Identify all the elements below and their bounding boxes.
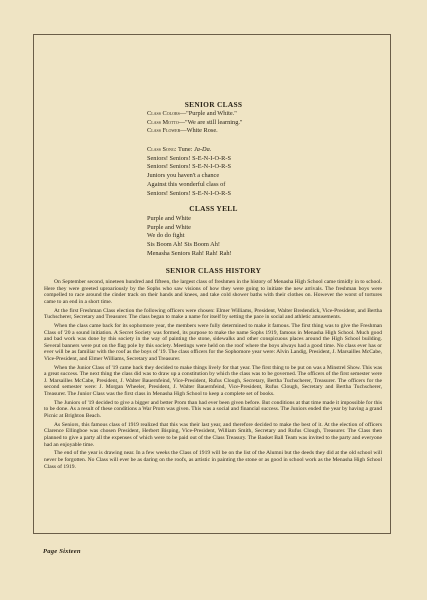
senior-class-heading: SENIOR CLASS bbox=[184, 100, 243, 109]
yell-line: Sis Boom Ah! Sis Boom Ah! bbox=[147, 241, 220, 249]
class-flower: Class Flower—White Rose. bbox=[147, 127, 218, 135]
history-body bbox=[44, 279, 382, 472]
class-motto: Class Motto—"We are still learning." bbox=[147, 118, 243, 126]
history-paragraph: When the class came back for its sophomore year, the members were fully determined to make it famous. The first thing was to give the Freshman Class of '20 a sound initiation. A Secret Society was formed, its purpose to make the name Sophs 1919, famous in Menasha High School. Much good and bad work was done by this society in the way of painting the stone, sidewalks and other conspicuous places around the High School building. Several banners were put on the flag pole by this society. Meetings were held on the roof where the boys always had a good time. No class ever has or ever will be as familiar with the roof as the boys of '19. The class officers for the Sophomore year were: Alvin Landig, President, J. Marsailles McCabe, Vice-President, and Elmer Williams, Secretary and Treasurer. bbox=[44, 322, 382, 362]
history-heading: SENIOR CLASS HISTORY bbox=[165, 266, 262, 275]
class-colors: Class Colors—"Purple and White." bbox=[147, 110, 237, 117]
song-line: Seniors! Seniors! S-E-N-I-O-R-S bbox=[147, 154, 231, 162]
history-paragraph: When the Junior Class of '19 came back they decided to make things lively for that year. The first thing to be put on was a Minstrel Show. This was a great success. The next thing the class did was to draw up a constitution by which the class was to be governed. The officers of the first semester were J. Marsailles McCabe, President, J. Walter Bauernfeind, Vice-President, Rufus Clough, Secretary, Bertha Tuchscherer, Treasurer. The officers for the second semester were: J. Morgan Wheeler, President, J. Walter Bauernfeind, Vice-President, Rufus Clough, Secretary and Bertha Tuchscherer, Treasurer. The Junior Class was the first class in Menasha High School to keep a complete set of books. bbox=[44, 364, 382, 398]
song-line: Seniors! Seniors! S-E-N-I-O-R-S bbox=[147, 189, 231, 197]
yell-line: We do do fight bbox=[147, 232, 185, 240]
yell-line: Purple and White bbox=[147, 215, 191, 222]
history-paragraph: As Seniors, this famous class of 1919 realized that this was their last year, and therefore decided to make the best of it. At the election of officers Clarence Ellingboe was chosen President, Herbert Bisping, Vice-President, William Smith, Secretary and Rufus Clough, Treasurer. The Class then planned to give a party all the expenses of which were to be paid out of the Class Treasury. The Basket Ball Team was invited to the party and everyone had an enjoyable time. bbox=[44, 421, 382, 448]
history-paragraph: The Juniors of '19 decided to give a bigger and better Prom than had ever been given before. But conditions at that time made it impossible for this to be done. As a result of these conditions a War Prom was given. This was a social and financial success. The Juniors ended the year by having a grand Picnic at Brighton Beach. bbox=[44, 399, 382, 420]
class-info bbox=[147, 110, 242, 136]
class-song-title: Class Song: Tune: Ja-Da. bbox=[147, 146, 212, 153]
class-yell bbox=[147, 215, 232, 259]
class-song bbox=[147, 146, 231, 198]
song-line: Juniors you haven't a chance bbox=[147, 172, 220, 180]
history-paragraph: The end of the year is drawing near. In a few weeks the Class of 1919 will be on the list of the Alumni but the deeds they did at the old school will never be forgotten. No Class will ever be as daring on the roofs, as artistic in painting the stone or as good in school work as the Menasha High School Class of 1919. bbox=[44, 450, 382, 470]
song-line: Against this wonderful class of bbox=[147, 180, 226, 188]
song-line: Seniors! Seniors! S-E-N-I-O-R-S bbox=[147, 163, 231, 171]
yell-line: Purple and White bbox=[147, 223, 191, 231]
history-paragraph: On September second, nineteen hundred and fifteen, the largest class of freshmen in the history of Menasha High School came timidly in to school. Here they were greeted uproariously by the Sophs who saw visions of how they were going to initiate the new arrivals. The freshman boys were compelled to race around the cinder track on their hands and knees, and take cold shower baths with their clothes on. However the worst of tortures came to an end in a short time. bbox=[44, 279, 382, 305]
page-number: Page Sixteen bbox=[43, 548, 81, 555]
yell-line: Menasha Seniors Rah! Rah! Rah! bbox=[147, 249, 232, 257]
history-paragraph: At the first Freshman Class election the following officers were chosen: Elmer Williams, President, Walter Bredendick, Vice-President, and Bertha Tuchscherer, Secretary and Treasurer. The class began to make a name for itself by setting the pace in social and athletic amusements. bbox=[44, 307, 382, 321]
class-yell-heading: CLASS YELL bbox=[189, 204, 238, 213]
